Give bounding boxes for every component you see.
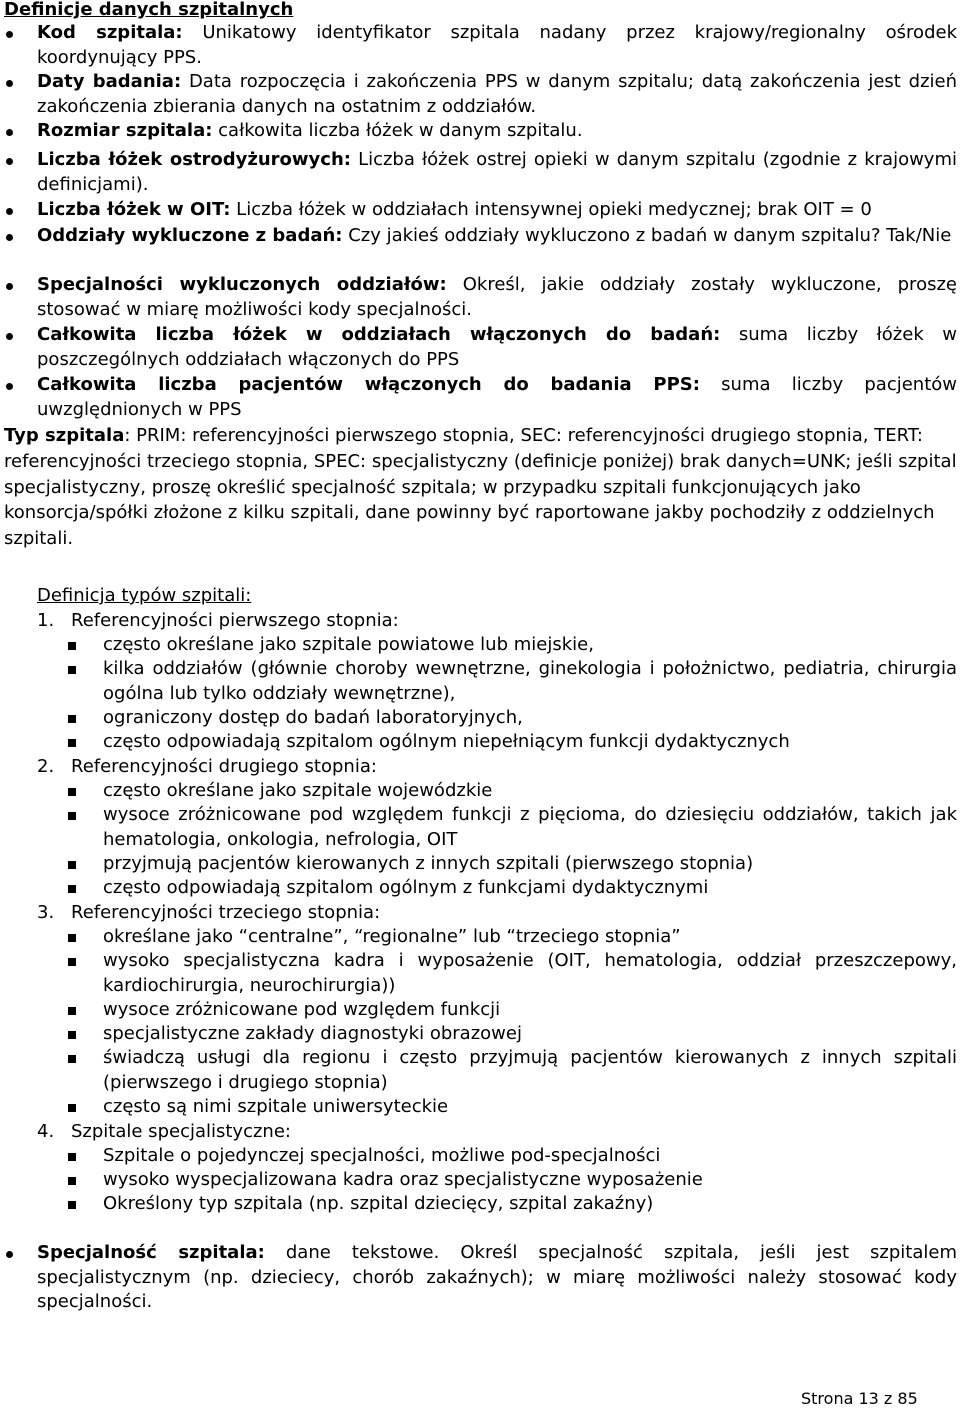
type-heading: 1. Referencyjności pierwszego stopnia: (37, 610, 399, 631)
section-heading: Definicje danych szpitalnych (4, 0, 294, 20)
list-item (37, 119, 957, 144)
item-label: Daty badania: (37, 71, 182, 92)
item-text: suma liczby łóżek w poszczególnych oddziałach włączonych do PPS (37, 324, 957, 370)
paragraph-text: : PRIM: referencyjności pierwszego stopnia, SEC: referencyjności drugiego stopnia, TERT: referencyjności trzeciego stopnia, SPEC: specjalistyczny (definicje poniżej) brak danych=UNK; jeśli szpital specjalistyczny, proszę określić specjalność szpitala; w przypadku szpitali funkcjonujących jako konsorcja/spółki złożone z kilku szpitali, dane powinny być raportowane jakby pochodziły z oddzielnych szpitali. (4, 425, 957, 550)
definition-heading: Definicja typów szpitali: (37, 585, 252, 606)
list-item: często są nimi szpitale uniwersyteckie (103, 1095, 957, 1120)
list-item (37, 70, 957, 119)
square-bullet-icon (68, 739, 76, 747)
item-text: Określ, jakie oddziały zostały wykluczone, proszę stosować w miarę możliwości kody specjalności. (37, 274, 957, 320)
list-item: Określony typ szpitala (np. szpital dziecięcy, szpital zakaźny) (103, 1192, 957, 1217)
square-bullet-icon (68, 1177, 76, 1185)
bullet-icon (6, 283, 13, 290)
list-item: świadczą usługi dla regionu i często przyjmują pacjentów kierowanych z innych szpitali (pierwszego i drugiego stopnia) (103, 1046, 957, 1095)
list-item: przyjmują pacjentów kierowanych z innych szpitali (pierwszego stopnia) (103, 852, 957, 877)
list-item (37, 1241, 957, 1315)
item-text: całkowita liczba łóżek w danym szpitalu. (212, 120, 583, 141)
item-text: dane tekstowe. Określ specjalność szpitala, jeśli jest szpitalem specjalistycznym (np. dzieciecy, chorób zakaźnych); w miarę możliwości należy stosować kody specjalności. (37, 1242, 958, 1312)
paragraph-label: Typ szpitala (4, 425, 125, 446)
type-heading: 3. Referencyjności trzeciego stopnia: (37, 902, 381, 923)
bullet-icon (6, 333, 13, 340)
square-bullet-icon (68, 1201, 76, 1209)
list-item (37, 148, 957, 197)
item-text: Data rozpoczęcia i zakończenia PPS w danym szpitalu; datą zakończenia jest dzień zakończenia zbierania danych na ostatnim z oddziałów. (37, 71, 957, 117)
list-item: wysoko specjalistyczna kadra i wyposażenie (OIT, hematologia, oddział przeszczepowy, kardiochirurgia, neurochirurgia)) (103, 949, 957, 998)
square-bullet-icon (68, 861, 76, 869)
list-item (37, 198, 957, 223)
list-item (37, 273, 957, 322)
square-bullet-icon (68, 934, 76, 942)
bullet-icon (6, 129, 13, 136)
square-bullet-icon (68, 1104, 76, 1112)
bullet-icon (6, 234, 13, 241)
item-label: Liczba łóżek w OIT: (37, 199, 231, 220)
square-bullet-icon (68, 788, 76, 796)
square-bullet-icon (68, 642, 76, 650)
square-bullet-icon (68, 1055, 76, 1063)
bullet-icon (6, 1251, 13, 1258)
item-text: Unikatowy identyfikator szpitala nadany przez krajowy/regionalny ośrodek koordynujący PPS. (37, 22, 957, 68)
bullet-icon (6, 383, 13, 390)
list-item (37, 21, 957, 70)
square-bullet-icon (68, 958, 76, 966)
list-item: ograniczony dostęp do badań laboratoryjnych, (103, 706, 957, 731)
square-bullet-icon (68, 812, 76, 820)
list-item: Szpitale o pojedynczej specjalności, możliwe pod-specjalności (103, 1144, 957, 1169)
list-item: wysoce zróżnicowane pod względem funkcji (103, 998, 957, 1023)
list-item: określane jako “centralne”, “regionalne” lub “trzeciego stopnia” (103, 925, 957, 950)
item-text: Liczba łóżek ostrej opieki w danym szpitalu (zgodnie z krajowymi definicjami). (37, 149, 957, 195)
square-bullet-icon (68, 666, 76, 674)
item-label: Rozmiar szpitala: (37, 120, 213, 141)
list-item (37, 373, 957, 422)
item-label: Liczba łóżek ostrodyżurowych: (37, 149, 351, 170)
item-label: Specjalność szpitala: (37, 1242, 265, 1263)
list-item: wysoko wyspecjalizowana kadra oraz specjalistyczne wyposażenie (103, 1168, 957, 1193)
item-text: Liczba łóżek w oddziałach intensywnej opieki medycznej; brak OIT = 0 (230, 199, 872, 220)
square-bullet-icon (68, 885, 76, 893)
list-item (37, 323, 957, 372)
item-label: Kod szpitala: (37, 22, 183, 43)
list-item: często odpowiadają szpitalom ogólnym z funkcjami dydaktycznymi (103, 876, 957, 901)
bullet-icon (6, 31, 13, 38)
type-heading: 4. Szpitale specjalistyczne: (37, 1121, 291, 1142)
page-number: Strona 13 z 85 (801, 1389, 918, 1408)
item-label: Całkowita liczba pacjentów włączonych do badania PPS: (37, 374, 700, 395)
hospital-type-paragraph (4, 423, 957, 552)
square-bullet-icon (68, 1153, 76, 1161)
list-item: często określane jako szpitale wojewódzkie (103, 779, 957, 804)
type-heading: 2. Referencyjności drugiego stopnia: (37, 756, 377, 777)
bullet-icon (6, 208, 13, 215)
item-text: suma liczby pacjentów uwzględnionych w PPS (37, 374, 957, 420)
list-item: specjalistyczne zakłady diagnostyki obrazowej (103, 1022, 957, 1047)
square-bullet-icon (68, 1007, 76, 1015)
item-text: Czy jakieś oddziały wykluczono z badań w danym szpitalu? Tak/Nie (342, 225, 952, 246)
item-label: Całkowita liczba łóżek w oddziałach włączonych do badań: (37, 324, 721, 345)
list-item: kilka oddziałów (głównie choroby wewnętrzne, ginekologia i położnictwo, pediatria, chirurgia ogólna lub tylko oddziały wewnętrzne), (103, 657, 957, 706)
list-item: często określane jako szpitale powiatowe lub miejskie, (103, 633, 957, 658)
item-label: Specjalności wykluczonych oddziałów: (37, 274, 447, 295)
item-label: Oddziały wykluczone z badań: (37, 225, 343, 246)
square-bullet-icon (68, 1031, 76, 1039)
square-bullet-icon (68, 715, 76, 723)
list-item (37, 224, 957, 249)
list-item: wysoce zróżnicowane pod względem funkcji z pięcioma, do dziesięciu oddziałów, takich jak hematologia, onkologia, nefrologia, OIT (103, 803, 957, 852)
list-item: często odpowiadają szpitalom ogólnym niepełniącym funkcji dydaktycznych (103, 730, 957, 755)
bullet-icon (6, 80, 13, 87)
bullet-icon (6, 158, 13, 165)
